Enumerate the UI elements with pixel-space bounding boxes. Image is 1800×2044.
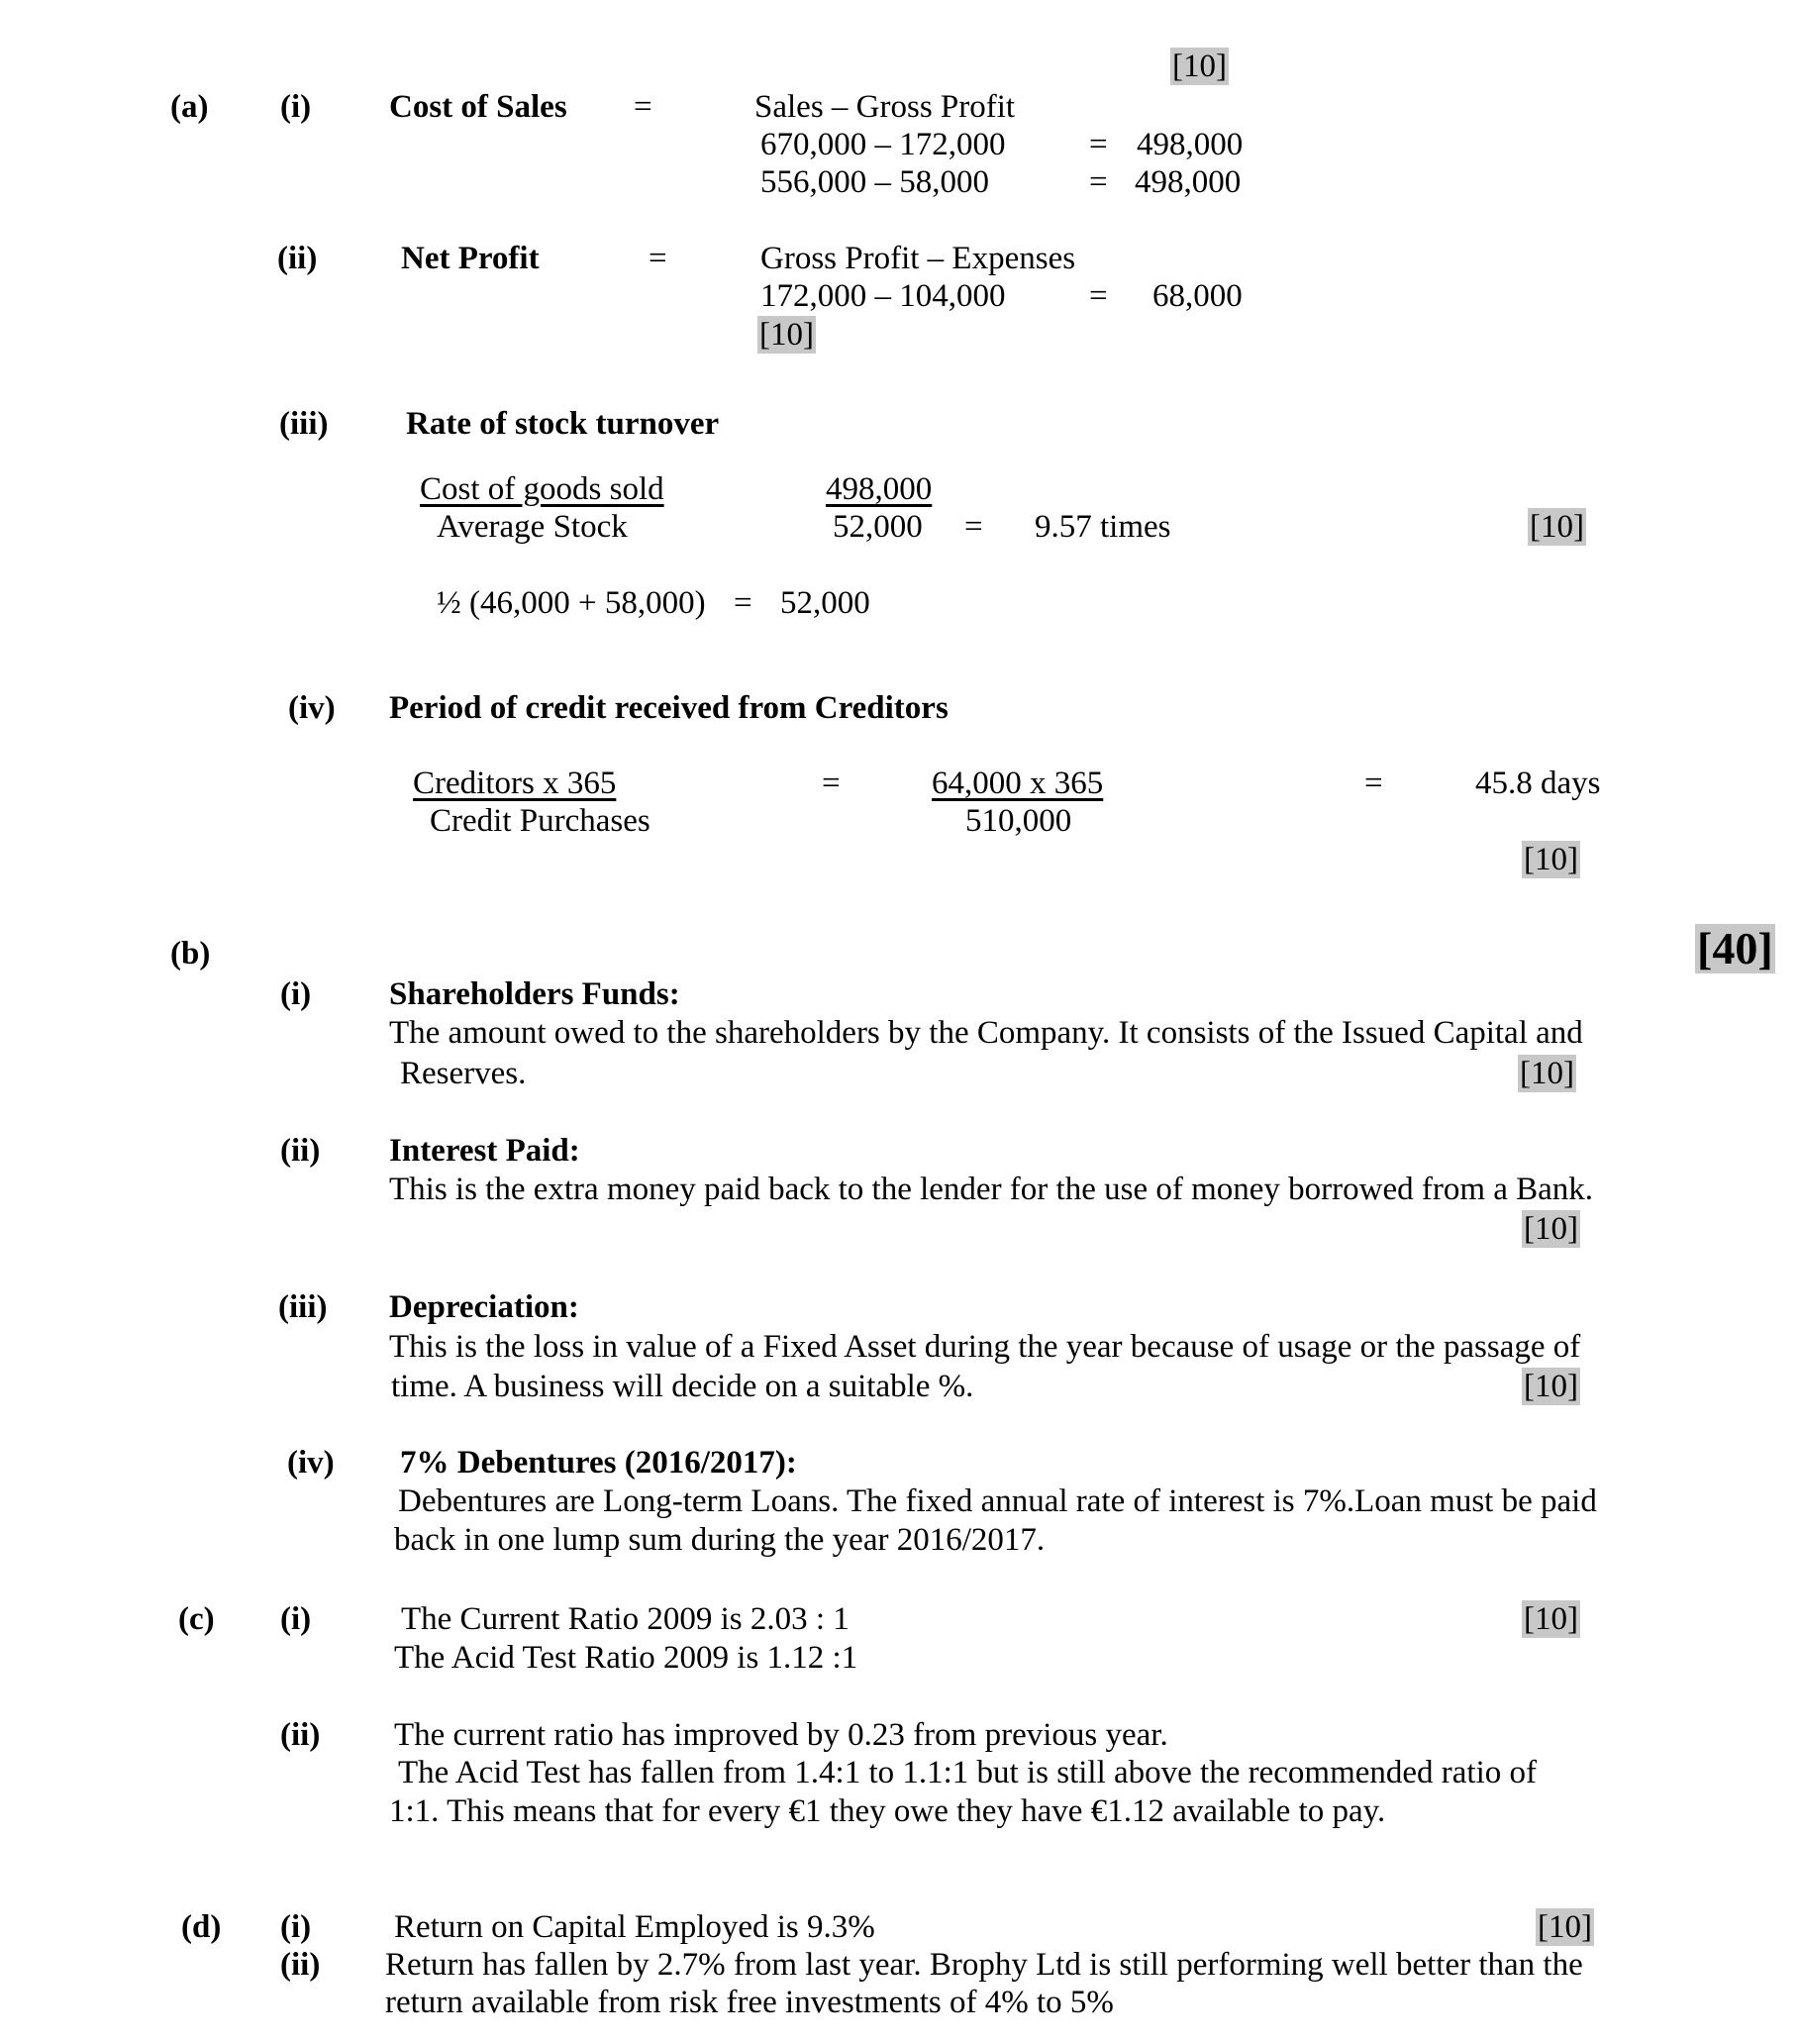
a-i-line2-eq: = — [1089, 164, 1108, 200]
a-iv-eq1: = — [822, 766, 841, 801]
a-i-line2: 556,000 – 58,000 — [760, 164, 989, 200]
a-ii-line1-eq: = — [1089, 278, 1108, 314]
a-iii-avg-calc: ½ (46,000 + 58,000) — [437, 585, 706, 621]
a-iv-numerator-label: Creditors x 365 — [413, 766, 617, 801]
c-ii-line2: The Acid Test has fallen from 1.4:1 to 1.1:1 but is still above the recommended ratio of — [398, 1755, 1537, 1790]
b-ii-line1: This is the extra money paid back to the lender for the use of money borrowed from a Bank. — [389, 1172, 1594, 1207]
section-b-label: (b) — [170, 936, 211, 971]
b-iv-title: 7% Debentures (2016/2017): — [400, 1445, 797, 1481]
a-iii-numerator-label: Cost of goods sold — [420, 471, 664, 507]
b-ii-title: Interest Paid: — [389, 1133, 580, 1169]
b-i-title: Shareholders Funds: — [389, 976, 680, 1012]
a-i-line2-result: 498,000 — [1135, 164, 1242, 200]
b-i-line2: Reserves. — [400, 1056, 527, 1091]
a-iii-title: Rate of stock turnover — [406, 406, 720, 442]
a-i-line1-eq: = — [1089, 127, 1108, 162]
a-iv-title: Period of credit received from Creditors — [389, 690, 949, 726]
mark-top: [10] — [1172, 49, 1227, 84]
a-iv-eq2: = — [1364, 766, 1383, 801]
c-i-line2: The Acid Test Ratio 2009 is 1.12 :1 — [394, 1640, 858, 1676]
c-i-line1: The Current Ratio 2009 is 2.03 : 1 — [401, 1601, 850, 1637]
c-ii-line3: 1:1. This means that for every €1 they owe they have €1.12 available to pay. — [389, 1793, 1386, 1829]
a-iv-num: (iv) — [288, 690, 336, 726]
b-iv-line1: Debentures are Long-term Loans. The fixed annual rate of interest is 7%.Loan must be paid — [398, 1483, 1597, 1519]
a-iii-result: 9.57 times — [1035, 509, 1171, 545]
b-ii-num: (ii) — [280, 1133, 321, 1169]
d-i-num: (i) — [280, 1909, 312, 1945]
mark-c-i: [10] — [1524, 1601, 1578, 1637]
mark-d-i: [10] — [1538, 1909, 1592, 1945]
a-iii-avg-eq: = — [734, 585, 752, 621]
a-iii-denominator-label: Average Stock — [437, 509, 628, 545]
d-i-line1: Return on Capital Employed is 9.3% — [394, 1909, 875, 1945]
b-iv-line2: back in one lump sum during the year 2016/2017. — [394, 1522, 1046, 1558]
d-ii-line1: Return has fallen by 2.7% from last year. Brophy Ltd is still performing well better than the — [385, 1947, 1583, 1983]
section-c-label: (c) — [178, 1601, 215, 1637]
a-i-formula: Sales – Gross Profit — [754, 89, 1016, 125]
c-ii-line1: The current ratio has improved by 0.23 from previous year. — [394, 1717, 1168, 1753]
a-i-eq: = — [634, 89, 652, 125]
a-iv-denominator-value: 510,000 — [965, 803, 1072, 839]
mark-b-i: [10] — [1520, 1056, 1574, 1091]
mark-a-ii: [10] — [759, 317, 814, 353]
a-iii-eq: = — [964, 509, 983, 545]
a-i-num: (i) — [280, 89, 312, 125]
a-ii-formula: Gross Profit – Expenses — [760, 241, 1076, 276]
a-iv-numerator-value: 64,000 x 365 — [932, 766, 1104, 801]
b-iv-num: (iv) — [287, 1445, 335, 1481]
b-iii-line2: time. A business will decide on a suitable %. — [391, 1369, 974, 1404]
a-iii-avg-result: 52,000 — [780, 585, 870, 621]
c-ii-num: (ii) — [280, 1717, 321, 1753]
d-ii-line2: return available from risk free investments of 4% to 5% — [385, 1985, 1114, 2020]
mark-b-iii: [10] — [1524, 1369, 1578, 1404]
a-i-line1: 670,000 – 172,000 — [760, 127, 1006, 162]
a-ii-num: (ii) — [277, 241, 318, 276]
b-i-num: (i) — [280, 976, 312, 1012]
a-ii-eq: = — [649, 241, 667, 276]
section-a-label: (a) — [170, 89, 209, 125]
mark-a-iii: [10] — [1530, 509, 1584, 545]
a-ii-line1-result: 68,000 — [1152, 278, 1243, 314]
section-d-label: (d) — [181, 1909, 222, 1945]
d-ii-num: (ii) — [280, 1947, 321, 1983]
a-i-line1-result: 498,000 — [1137, 127, 1244, 162]
b-iii-title: Depreciation: — [389, 1289, 579, 1325]
mark-b-ii: [10] — [1524, 1211, 1578, 1247]
a-iii-denominator-value: 52,000 — [833, 509, 923, 545]
c-i-num: (i) — [280, 1601, 312, 1637]
b-i-line1: The amount owed to the shareholders by the Company. It consists of the Issued Capital and — [389, 1015, 1583, 1051]
b-iii-num: (iii) — [278, 1289, 328, 1325]
a-iii-numerator-value: 498,000 — [826, 471, 933, 507]
b-iii-line1: This is the loss in value of a Fixed Asset during the year because of usage or the passage of — [389, 1329, 1581, 1365]
a-iv-denominator-label: Credit Purchases — [430, 803, 650, 839]
a-iii-num: (iii) — [279, 406, 329, 442]
mark-total-a: [40] — [1697, 923, 1773, 973]
a-iv-result: 45.8 days — [1475, 766, 1601, 801]
mark-a-iv: [10] — [1524, 842, 1578, 877]
a-ii-line1: 172,000 – 104,000 — [760, 278, 1006, 314]
a-i-title: Cost of Sales — [389, 89, 567, 125]
a-ii-title: Net Profit — [401, 241, 540, 276]
